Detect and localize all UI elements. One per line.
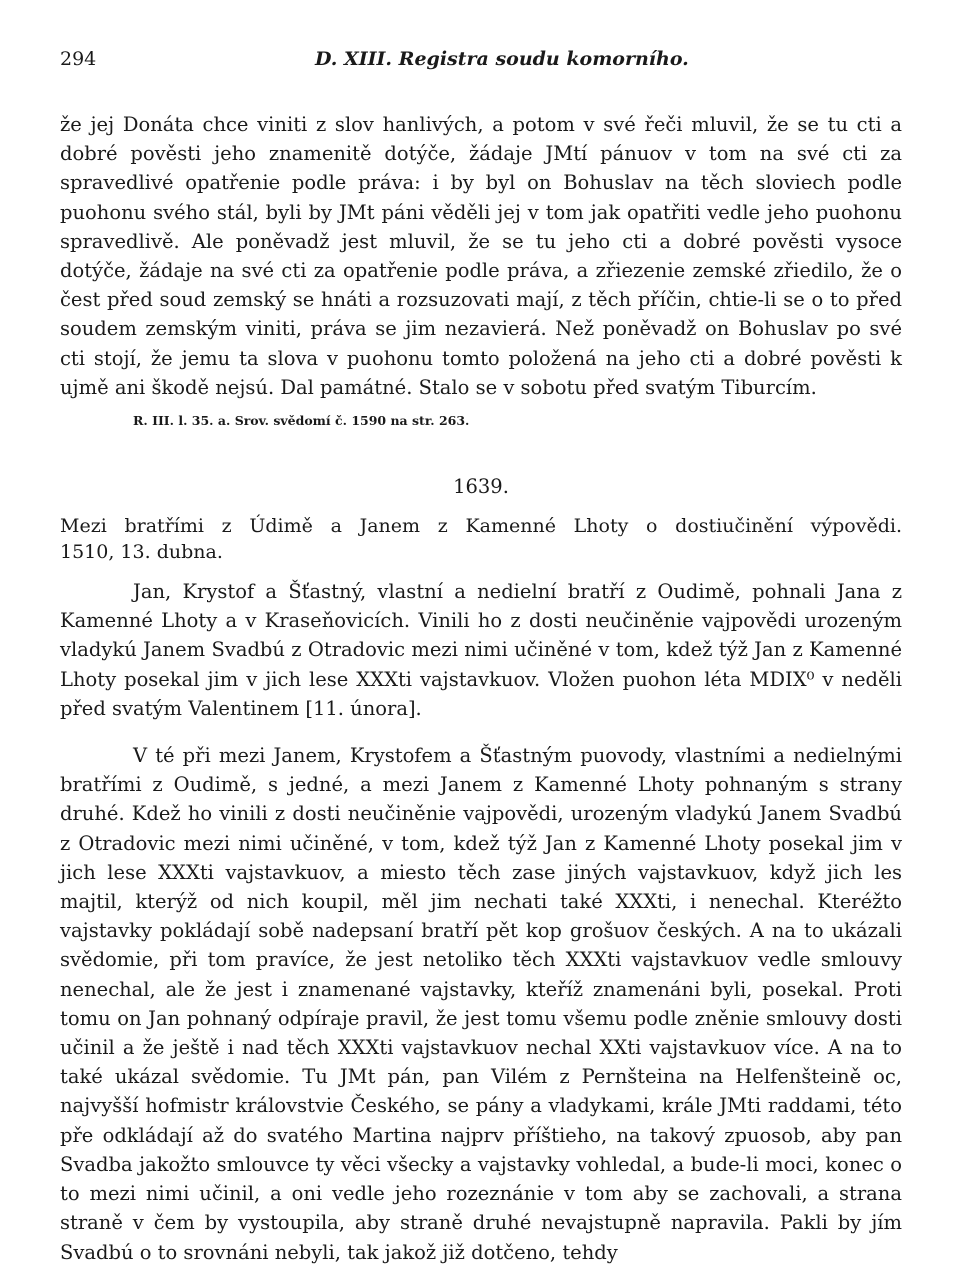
regest-paragraph: Jan, Krystof a Šťastný, vlastní a nedielní bratří z Oudimě, pohnali Jana z Kamenné Lhoty a v Kraseňovicích. Vinili ho z dosti neučiněnie vajpovědi urozeným vladykú Janem Svadbú z Otradovic mezi nimi učiněné v tom, kdež týž Jan z Kamenné Lhoty posekal jim v jich lese XXXti vajstavkuov. Vložen puohon léta MDIX⁰ v neděli před svatým Valentinem [11. února]. bbox=[60, 580, 902, 720]
decision-paragraph: V té při mezi Janem, Krystofem a Šťastným puovody, vlastními a nedielnými bratřími z Oudimě, s jedné, a mezi Janem z Kamenné Lhoty pohnaným s strany druhé. Kdež ho vinili z dosti neučiněnie vajpovědi, urozeným vladykú Janem Svadbú z Otradovic mezi nimi učiněné, v tom, kdež týž Jan z Kamenné Lhoty posekal jim v jich lese XXXti vajstavkuov, a miesto těch zase jiných vajstavkuov, když jich les majtil, kterýž od nich koupil, měl jim nechati také XXXti, i nenechal. Kteréžto vajstavky pokládají sobě nadepsaní bratří pět kop grošuov českých. A na to ukázali svědomie, při tom pravíce, že jest netoliko těch XXXti vajstavkuov vedle smlouvy nenechal, ale že jest i znamenané vajstavky, kteříž znamenáni byli, posekal. Proti tomu on Jan pohnaný odpíraje pravil, že jest tomu všemu podle zněnie smlouvy dosti učinil a že ještě i nad těch XXXti vajstavkuov nechal XXti vajstavkuov více. A na to také ukázal svědomie. Tu JMt pán, pan Vilém z Pernšteina na Helfenšteině oc, najvyšší hofmistr královstvie Českého, se pány a vladykami, krále JMti raddami, této pře odkládají až do svatého Martina najprv příštieho, na takový zpuosob, aby pan Svadba jakožto smlouvce ty věci všecky a vajstavky vohledal, a bude-li moci, konec o to mezi nimi učinil, a oni vedle jeho rozeznánie v tom aby se zachovali, a strana straně v čem by vystoupila, aby straně druhé nevajstupně napravila. Pakli by jím Svadbú o to srovnáni nebyli, tak jakož již dotčeno, tehdy bbox=[60, 744, 902, 1264]
book-page bbox=[60, 40, 902, 1267]
continuation-paragraph: že jej Donáta chce viniti z slov hanlivých, a potom v své řeči mluvil, že se tu cti a dobré pověsti jeho znamenitě dotýče, žádaje JMtí pánuov v tom na své cti za spravedlivé opatřenie podle práva: i by byl on Bohuslav na těch sloviech podle puohonu svého stál, byli by JMt páni věděli jej v tom jak opatřiti vedle jeho puohonu spravedlivě. Ale poněvadž jest mluvil, že se tu jeho cti a dobré pověsti vysoce dotýče, žádaje na své cti za opatřenie podle práva, a zřiezenie zemské zřiedilo, že o čest před soud zemský se hnáti a rozsuzovati mají, z těch příčin, chtie-li se o to před soudem zemským viniti, práva se jim nezavierá. Než poněvadž on Bohuslav po své cti stojí, že jemu ta slova v puohonu tomto položená na jeho cti a dobré pověsti k ujmě ani škodě nejsú. Dal památné. Stalo se v sobotu před svatým Tiburcím. bbox=[60, 113, 902, 399]
document-summary bbox=[60, 513, 902, 565]
document-summary-text: Mezi bratřími z Údimě a Janem z Kamenné Lhoty o dostiučinění výpovědi. bbox=[60, 515, 902, 538]
document-number: 1639. bbox=[453, 475, 509, 499]
running-title: D. XIII. Registra soudu komorního. bbox=[315, 48, 689, 70]
page-number: 294 bbox=[60, 48, 97, 70]
document-date: 1510, 13. dubna. bbox=[60, 541, 223, 564]
source-reference-note: R. III. l. 35. a. Srov. svědomí č. 1590 na str. 263. bbox=[133, 413, 470, 429]
running-head bbox=[60, 40, 902, 76]
